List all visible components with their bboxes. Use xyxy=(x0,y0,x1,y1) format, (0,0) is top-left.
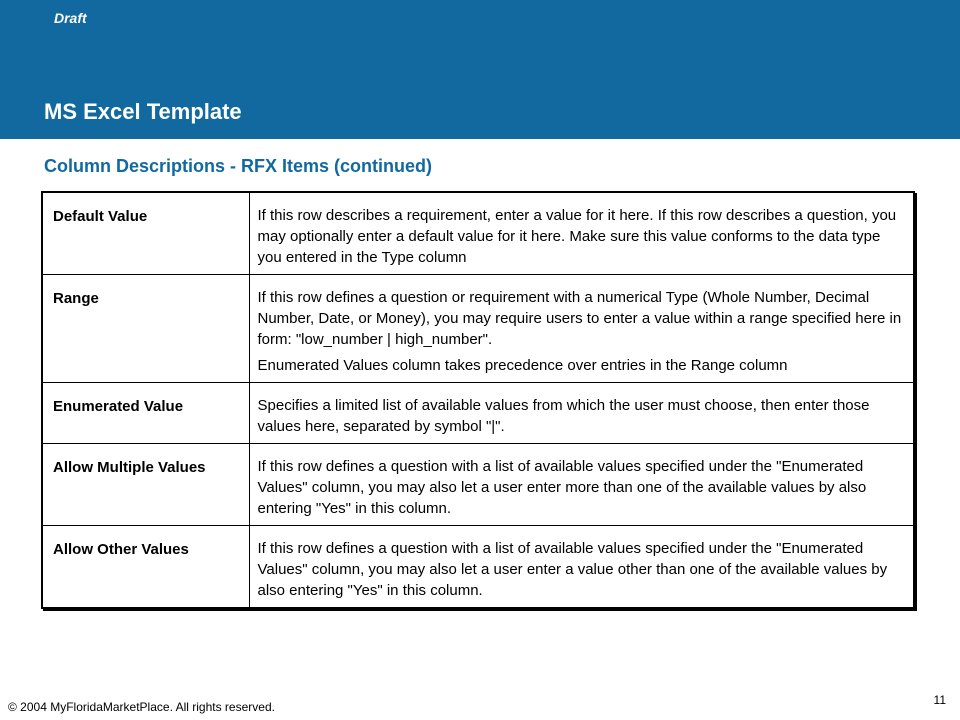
page-number: 11 xyxy=(933,693,946,707)
description-text: If this row defines a question with a list of available values specified under the "Enumerated Values" column, you may also let a user enter more than one of the available values by also entering "Yes" in this column. xyxy=(257,458,867,517)
table-row xyxy=(43,526,913,608)
description-text: If this row defines a question with a list of available values specified under the "Enumerated Values" column, you may also let a user enter a value other than one of the available values by also entering "Yes" in this column. xyxy=(257,540,888,599)
page-title: MS Excel Template xyxy=(44,99,242,124)
description-text: If this row defines a question or requirement with a numerical Type (Whole Number, Decimal Number, Date, or Money), you may require users to enter a value within a range specified here in form: "low_number | high_number". xyxy=(257,289,902,348)
description-note: Enumerated Values column takes precedence over entries in the Range column xyxy=(257,357,788,374)
row-label: Range xyxy=(43,275,249,383)
row-description xyxy=(249,193,913,275)
row-label: Allow Multiple Values xyxy=(43,444,249,526)
description-text: If this row describes a requirement, enter a value for it here. If this row describes a question, you may optionally enter a default value for it here. Make sure this value conforms to the data type you entered in the Type column xyxy=(257,207,897,266)
copyright-notice: © 2004 MyFloridaMarketPlace. All rights reserved. xyxy=(8,700,275,714)
table-row xyxy=(43,444,913,526)
row-description xyxy=(249,444,913,526)
row-label: Enumerated Value xyxy=(43,383,249,444)
row-label: Default Value xyxy=(53,208,148,225)
row-label: Allow Other Values xyxy=(43,526,249,608)
table-row xyxy=(43,383,913,444)
row-description xyxy=(249,275,913,383)
description-text: Specifies a limited list of available values from which the user must choose, then enter those values here, separated by symbol "|". xyxy=(257,397,870,435)
table-row xyxy=(43,275,913,383)
draft-label: Draft xyxy=(54,10,87,26)
column-descriptions-table xyxy=(41,191,915,609)
section-subtitle: Column Descriptions - RFX Items (continued) xyxy=(44,156,433,176)
table-row xyxy=(43,193,913,275)
header-band xyxy=(0,0,960,139)
row-description xyxy=(249,526,913,608)
row-description xyxy=(249,383,913,444)
